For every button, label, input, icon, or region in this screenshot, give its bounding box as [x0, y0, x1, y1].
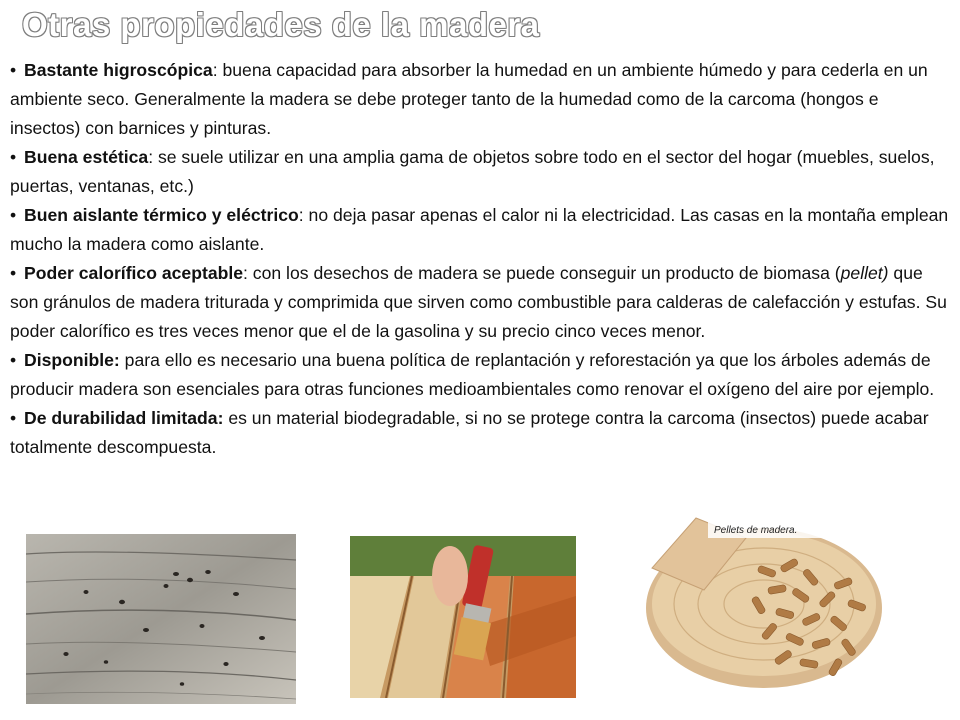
wood-woodworm-holes-icon	[26, 534, 296, 704]
bullet-text: : con los desechos de madera se puede conseguir un producto de biomasa (	[243, 263, 841, 283]
bullet-term: Buen aislante térmico y eléctrico	[24, 205, 299, 225]
pellets-photo	[640, 498, 888, 694]
bullet-item-disponible	[10, 346, 950, 404]
bullet-dot: •	[10, 408, 17, 428]
bullet-text: para ello es necesario una buena política de replantación y reforestación ya que los árboles además de producir madera son esenciales para otras funciones medioambientales como renovar el oxígeno del aire por ejemplo.	[10, 350, 935, 399]
pellets-label: Pellets de madera.	[714, 525, 798, 536]
bullet-text: : se suele utilizar en una amplia gama de objetos sobre todo en el sector del hogar (muebles, suelos, puertas, ventanas, etc.)	[10, 147, 935, 196]
bullet-text: : no deja pasar apenas el calor ni la electricidad. Las casas en la montaña emplean mucho la madera como aislante.	[10, 205, 949, 254]
bullet-list	[10, 56, 950, 462]
bullet-text: : buena capacidad para absorber la humedad en un ambiente húmedo y para cederla en un ambiente seco. Generalmente la madera se debe proteger tanto de la humedad como de la carcoma (hongos e insectos) con barnices y pinturas.	[10, 60, 928, 138]
slide-title: Otras propiedades de la madera	[22, 6, 540, 43]
bullet-term: De durabilidad limitada:	[24, 408, 224, 428]
bullet-item-aislante	[10, 201, 950, 259]
bullet-dot: •	[10, 60, 17, 80]
bullet-dot: •	[10, 350, 17, 370]
bullet-term: Bastante higroscópica	[24, 60, 213, 80]
bullet-dot: •	[10, 147, 17, 167]
bullet-text: que son gránulos de madera triturada y comprimida que sirven como combustible para calderas de calefacción y estufas. Su poder calorífico es tres veces menor que el de la gasolina y su precio cinco veces menor.	[10, 263, 947, 341]
bullet-term: Buena estética	[24, 147, 149, 167]
paint-brush-on-planks-icon	[350, 536, 576, 698]
bullet-item-calorifico	[10, 259, 950, 346]
bullet-item-durabilidad	[10, 404, 950, 462]
bullet-dot: •	[10, 205, 17, 225]
bullet-italic: pellet)	[840, 263, 889, 283]
bullet-dot: •	[10, 263, 17, 283]
varnish-brush-photo	[350, 536, 576, 698]
wood-holes-photo	[26, 534, 296, 704]
bullet-term: Poder calorífico aceptable	[24, 263, 244, 283]
bullet-item-estetica	[10, 143, 950, 201]
bullet-text: es un material biodegradable, si no se protege contra la carcoma (insectos) puede acabar totalmente descompuesta.	[10, 408, 929, 457]
bullet-item-higroscopica	[10, 56, 950, 143]
wood-pellets-on-log-icon	[640, 498, 888, 694]
bullet-term: Disponible:	[24, 350, 120, 370]
